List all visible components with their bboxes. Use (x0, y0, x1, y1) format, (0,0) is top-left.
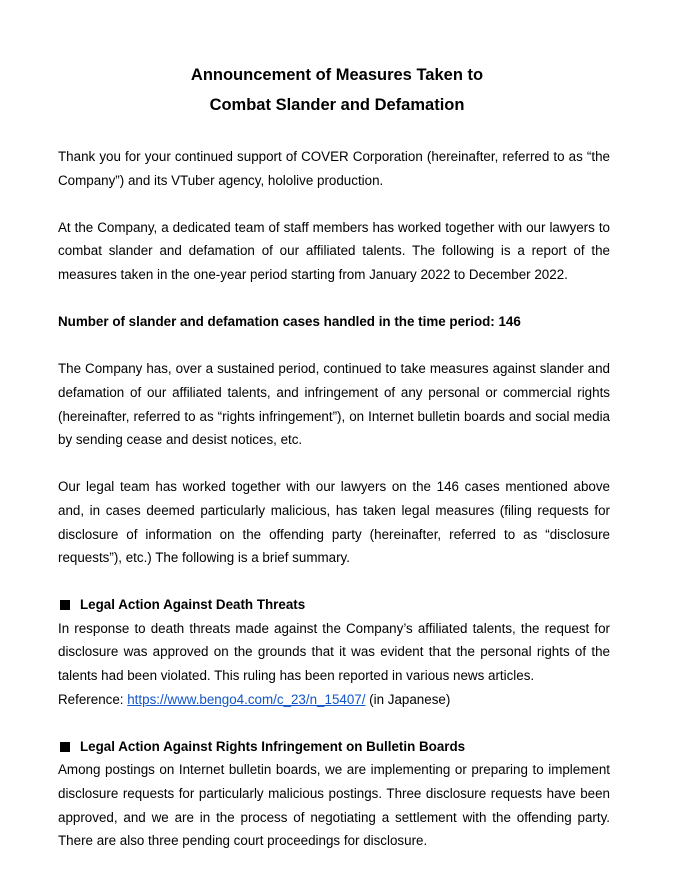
reference-label: Reference: (58, 691, 128, 707)
reference-note: (in Japanese) (365, 691, 451, 707)
section-text: In response to death threats made against the Company’s affiliated talents, the request for disclosure was approved on the grounds that it was evident that the personal rights of the talents had been violated. This ruling has been reported in various news articles. (58, 620, 610, 684)
intro-paragraph: Thank you for your continued support of COVER Corporation (hereinafter, referred to as “the Company”) and its VTuber agency, hololive production. (58, 149, 610, 188)
section-death-threats (58, 593, 610, 711)
section-heading (58, 593, 610, 617)
reference-line (58, 688, 610, 712)
document-body (58, 145, 610, 853)
document-title (0, 60, 674, 120)
section-text: Among postings on Internet bulletin boards, we are implementing or preparing to implement disclosure requests for particularly malicious postings. Three disclosure requests have been approved, and we are in the process of negotiating a settlement with the offending party. There are also three pending court proceedings for disclosure. (58, 762, 610, 849)
section-heading-text: Legal Action Against Death Threats (80, 597, 306, 613)
dedicated-team-paragraph: At the Company, a dedicated team of staff members has worked together with our lawyers to combat slander and defamation of our affiliated talents. The following is a report of the measures taken in the one-year period starting from January 2022 to December 2022. (58, 219, 610, 282)
section-bulletin-boards (58, 735, 610, 853)
case-count-heading: Number of slander and defamation cases handled in the time period: 146 (58, 314, 521, 330)
measures-paragraph: The Company has, over a sustained period, continued to take measures against slander and defamation of our affiliated talents, and infringement of any personal or commercial rights (hereinafter, referred to as “rights infringement”), on Internet bulletin boards and social media by sending cease and desist notices, etc. (58, 361, 610, 448)
legal-team-paragraph: Our legal team has worked together with our lawyers on the 146 cases mentioned above and, in cases deemed particularly malicious, has taken legal measures (filing requests for disclosure of information on the offending party (hereinafter, referred to as “disclosure requests”), etc.) The following is a brief summary. (58, 479, 610, 566)
square-bullet-icon (60, 600, 70, 610)
reference-link[interactable]: https://www.bengo4.com/c_23/n_15407/ (127, 691, 366, 707)
title-line-1: Announcement of Measures Taken to (190, 66, 484, 84)
title-line-2: Combat Slander and Defamation (209, 96, 465, 114)
square-bullet-icon (60, 742, 70, 752)
section-heading (58, 735, 610, 759)
section-heading-text: Legal Action Against Rights Infringement on Bulletin Boards (80, 738, 466, 754)
